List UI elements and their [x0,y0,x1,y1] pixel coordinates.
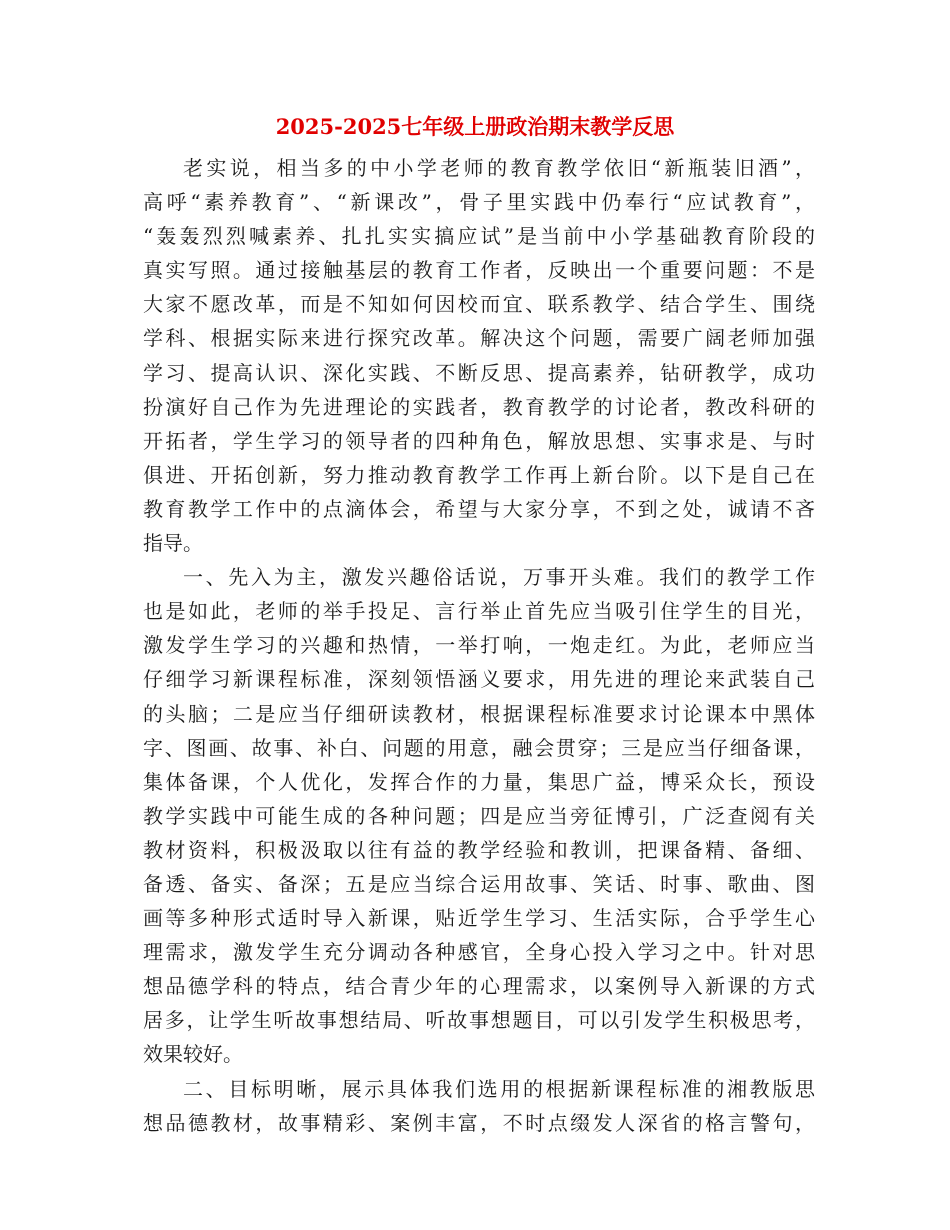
text-line: 字、图画、故事、补白、问题的用意，融会贯穿；三是应当仔细备课， [143,735,815,760]
text-line: 教材资料，积极汲取以往有益的教学经验和教训，把课备精、备细、 [143,837,815,862]
text-line: 仔细学习新课程标准，深刻领悟涵义要求，用先进的理论来武装自己 [143,667,815,692]
text-line: 效果较好。 [143,1042,243,1067]
text-line: 真实写照。通过接触基层的教育工作者，反映出一个重要问题：不是 [143,258,815,283]
text-line: 画等多种形式适时导入新课，贴近学生学习、生活实际，合乎学生心 [143,906,815,931]
document-title: 2025-2025七年级上册政治期末教学反思 [275,114,675,139]
text-line: 备透、备实、备深；五是应当综合运用故事、笑话、时事、歌曲、图 [143,871,815,896]
text-line: 教育教学工作中的点滴体会，希望与大家分享，不到之处，诚请不吝 [143,496,815,521]
text-line: 俱进、开拓创新，努力推动教育教学工作再上新台阶。以下是自己在 [143,462,815,487]
text-line: 学习、提高认识、深化实践、不断反思、提高素养，钻研教学，成功 [143,360,815,385]
document-body [143,151,815,1140]
text-line: 理需求，激发学生充分调动各种感官，全身心投入学习之中。针对思 [143,940,815,965]
text-line: 集体备课，个人优化，发挥合作的力量，集思广益，博采众长，预设 [143,769,815,794]
text-line: 指导。 [143,531,203,556]
text-line: 二、目标明晰，展示具体我们选用的根据新课程标准的湘教版思 [183,1076,815,1101]
text-line: 高呼“素养教育”、“新课改”，骨子里实践中仍奉行“应试教育”， [143,190,815,215]
text-line: 居多，让学生听故事想结局、听故事想题目，可以引发学生积极思考， [143,1008,815,1033]
text-line: 开拓者，学生学习的领导者的四种角色，解放思想、实事求是、与时 [143,428,815,453]
text-line: 的头脑；二是应当仔细研读教材，根据课程标准要求讨论课本中黑体 [143,701,815,726]
text-line: 老实说，相当多的中小学老师的教育教学依旧“新瓶装旧酒”， [183,156,815,180]
text-line: 也是如此，老师的举手投足、言行举止首先应当吸引住学生的目光， [143,599,815,624]
text-line: 想品德教材，故事精彩、案例丰富，不时点缀发人深省的格言警句， [143,1110,815,1135]
text-line: “轰轰烈烈喊素养、扎扎实实搞应试”是当前中小学基础教育阶段的 [143,224,815,249]
text-line: 学科、根据实际来进行探究改革。解决这个问题，需要广阔老师加强 [143,326,815,351]
text-line: 激发学生学习的兴趣和热情，一举打响，一炮走红。为此，老师应当 [143,633,815,658]
text-line: 一、先入为主，激发兴趣俗话说，万事开头难。我们的教学工作 [183,565,815,590]
text-line: 大家不愿改革，而是不知如何因校而宜、联系教学、结合学生、围绕 [143,292,815,317]
text-line: 教学实践中可能生成的各种问题；四是应当旁征博引，广泛查阅有关 [143,803,815,828]
text-line: 扮演好自己作为先进理论的实践者，教育教学的讨论者，教改科研的 [143,394,815,419]
text-line: 想品德学科的特点，结合青少年的心理需求，以案例导入新课的方式 [143,974,815,999]
